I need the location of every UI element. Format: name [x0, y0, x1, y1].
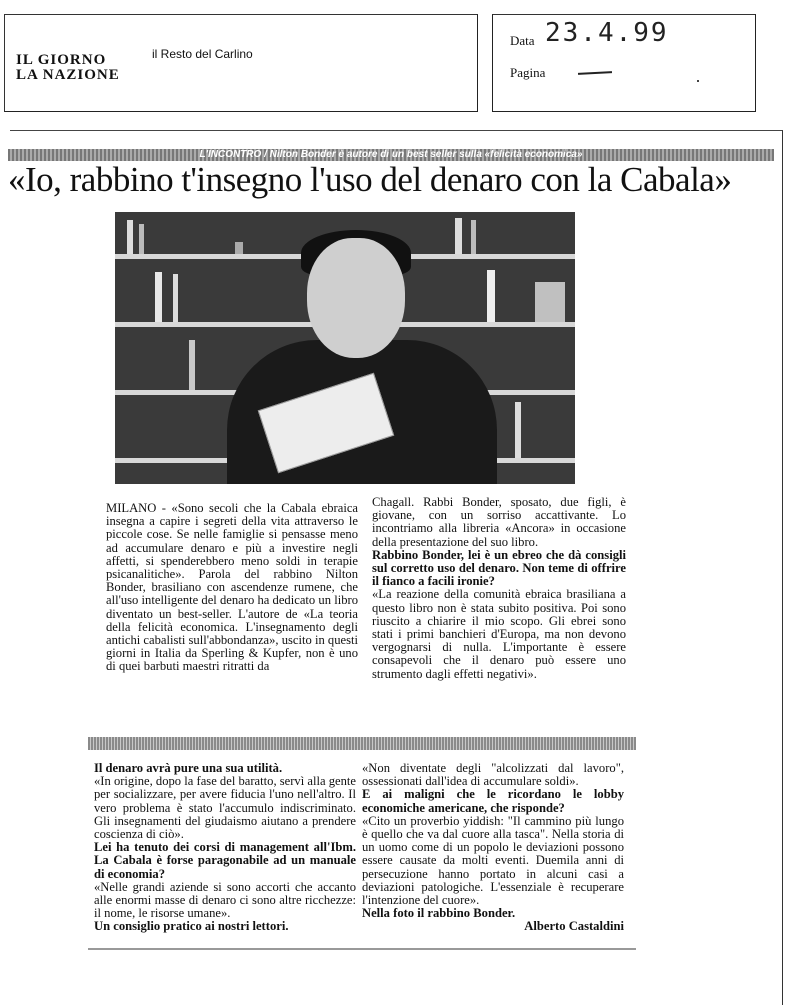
col4-question-4: E ai maligni che le ricordano le lobby economiche americane, che risponde? — [362, 787, 624, 815]
column-2 — [372, 496, 626, 681]
col3-answer-1: «In origine, dopo la fase del baratto, servì alla gente per socializzare, per avere fiducia l'uno nell'altro. Il vero problema è stato l'accumulo indiscriminato. Gli insegnamenti del giudaismo aiutano a prendere coscienza di ciò». — [94, 774, 356, 842]
byline: Alberto Castaldini — [524, 919, 624, 934]
column-3 — [94, 762, 356, 934]
paper-name-il-giorno: IL GIORNO — [16, 52, 107, 68]
headline: «Io, rabbino t'insegno l'uso del denaro con la Cabala» — [8, 160, 732, 199]
col4-answer-4: «Cito un proverbio yiddish: "Il cammino più lungo è quello che va dal cuore alla tasca". Nella storia di un uomo come di un popolo le deviazioni possono essere causate da molti eventi. Duemila anni di persecuzione hanno portato in alcuni casi a deviazioni patologiche. L'essenziale è recuperare l'intenzione del cuore». — [362, 813, 624, 908]
col2-answer: «La reazione della comunità ebraica brasiliana a questo libro non è stata subito positiva. Poi sono riuscito a chiarire il mio scopo. Gli ebrei sono stati i primi banchieri d'Europa, ma non devono vergognarsi di nulla. L'importante è essere consapevoli che il denaro può essere uno strumento dagli effetti negativi». — [372, 587, 626, 681]
photo-caption: Nella foto il rabbino Bonder. — [362, 906, 516, 921]
paper-name-la-nazione: LA NAZIONE — [16, 67, 120, 83]
column-1 — [106, 502, 358, 674]
date-value: 23.4.99 — [545, 18, 669, 48]
section-divider — [88, 737, 636, 750]
col3-answer-2: «Nelle grandi aziende si sono accorti che accanto alle enormi masse di denaro ci sono altre ricchezze: il nome, le risorse umane». — [94, 879, 356, 921]
col2-question: Rabbino Bonder, lei è un ebreo che dà consigli sul corretto uso del denaro. Non teme di offrire il fianco a facili ironie? — [372, 547, 626, 589]
col4-answer-3: «Non diventate degli "alcolizzati dal lavoro", ossessionati dall'idea di accumulare soldi». — [362, 761, 624, 789]
bottom-rule — [88, 948, 636, 950]
col3-question-2: Lei ha tenuto dei corsi di management all'Ibm. La Cabala è forse paragonabile ad un manuale di economia? — [94, 840, 356, 881]
col1-text: MILANO - «Sono secoli che la Cabala ebraica insegna a capire i segreti della vita attraverso le piccole cose. Se nelle famiglie si pensasse meno ad accumulare denaro e più a investire negli affetti, si spenderebbero meno soldi in terapie psicanalitiche». Parola del rabbino Nilton Bonder, brasiliano con ascendenze rumene, che all'uso intelligente del denaro ha dedicato un libro diventato un best-seller. L'autore de «La teoria della felicità economica. L'insegnamento degli antichi cabalisti sull'abbondanza», uscito in questi giorni in Italia da Sperling & Kupfer, non è uno di quei barbuti maestri ritratti da — [106, 501, 358, 674]
col2-text: Chagall. Rabbi Bonder, sposato, due figli, è giovane, con un sorriso accattivante. Lo incontriamo alla libreria «Ancora» in occasione della presentazione del suo libro. — [372, 495, 626, 549]
paper-name-resto-del-carlino: il Resto del Carlino — [152, 47, 253, 61]
photo-rabbi-bonder — [115, 212, 575, 484]
kicker-banner: L'INCONTRO / Nilton Bonder è autore di un best seller sulla «felicità economica» — [8, 149, 774, 161]
column-4 — [362, 762, 624, 934]
col3-question-3: Un consiglio pratico ai nostri lettori. — [94, 919, 289, 934]
col3-question-1: Il denaro avrà pure una sua utilità. — [94, 761, 283, 775]
date-label: Data — [510, 33, 535, 48]
page-label: Pagina — [510, 65, 546, 80]
speck — [697, 80, 699, 82]
